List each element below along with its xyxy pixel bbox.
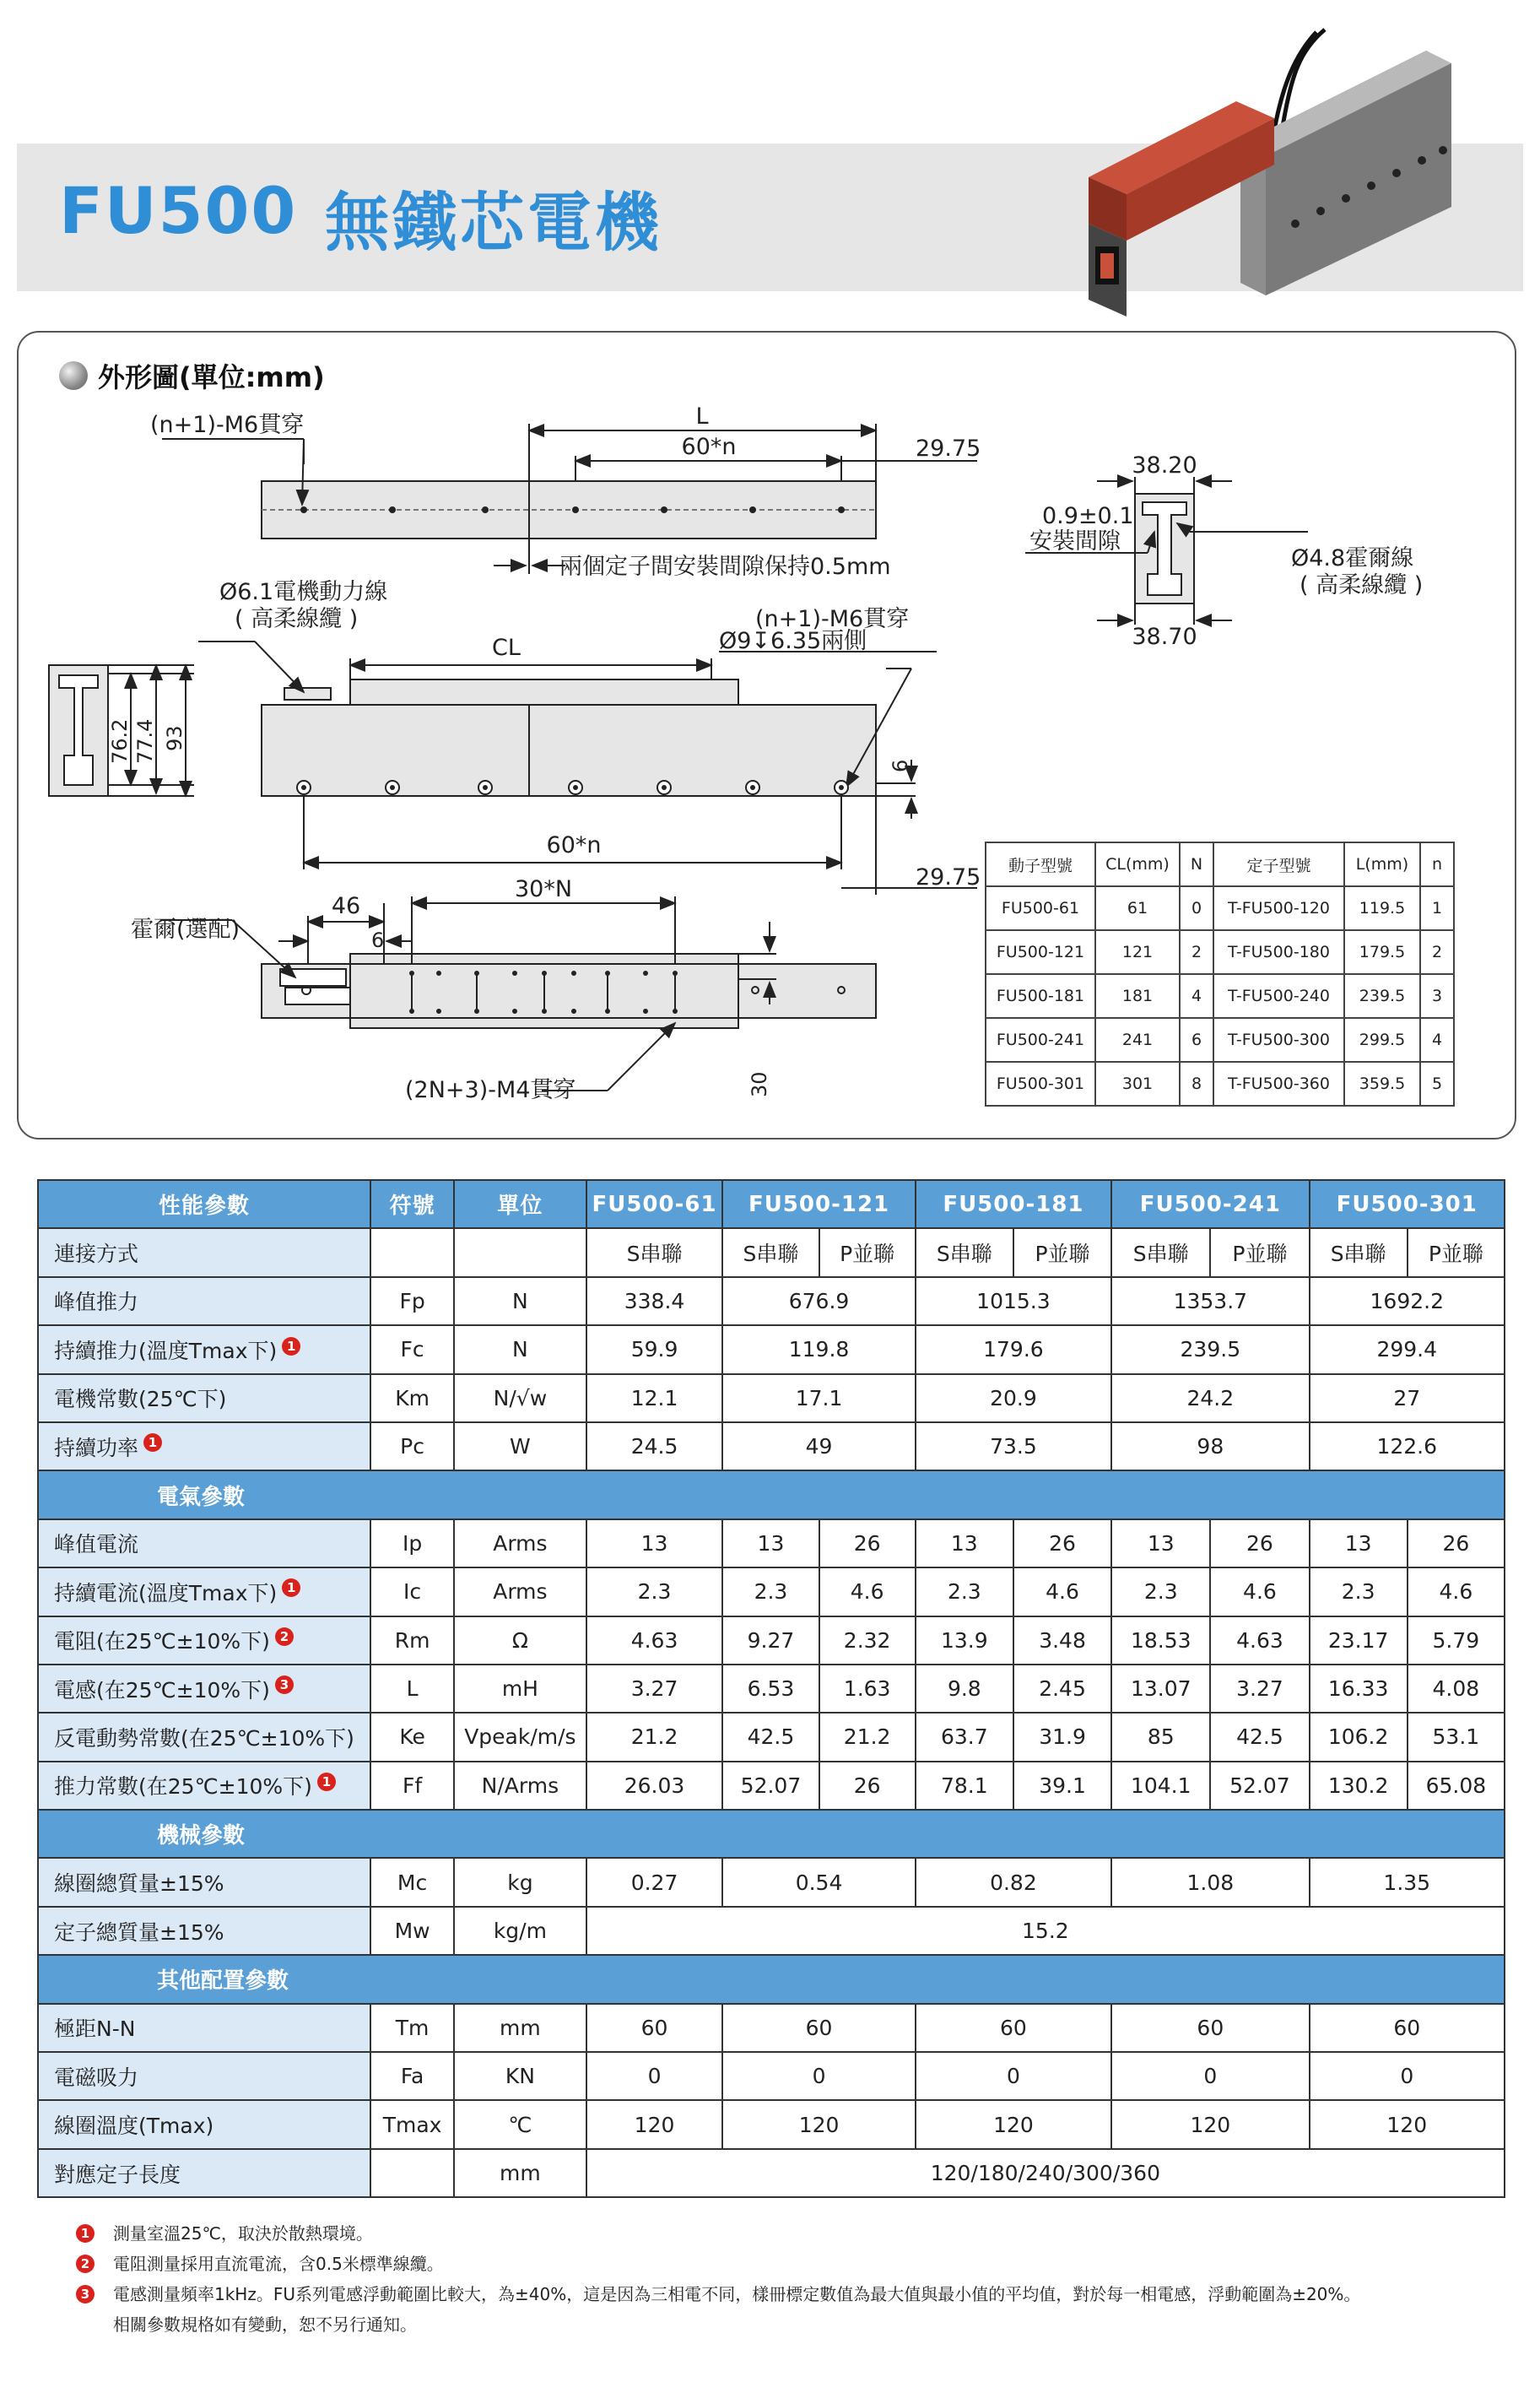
- row-label: 持續功率 1: [38, 1422, 370, 1470]
- label-6-side: 6: [889, 759, 912, 772]
- table-cell: S串聯: [586, 1228, 723, 1276]
- table-cell: 239.5: [1111, 1325, 1309, 1373]
- table-cell: 53.1: [1408, 1713, 1505, 1761]
- table-cell: 4.6: [819, 1567, 916, 1616]
- label-38-20: 38.20: [1132, 452, 1197, 479]
- label-60n-top: 60*n: [681, 434, 737, 460]
- model-table-row: [986, 1062, 1454, 1106]
- table-cell: [454, 1228, 586, 1276]
- table-cell: [370, 2149, 454, 2197]
- model-table-header: [986, 842, 1454, 886]
- model-table-cell: 179.5: [1344, 930, 1420, 974]
- model-table-cell: 3: [1420, 974, 1454, 1018]
- table-cell: 26: [819, 1519, 916, 1567]
- table-cell: P並聯: [819, 1228, 916, 1276]
- table-cell: Ic: [370, 1567, 454, 1616]
- table-row: [38, 1907, 1505, 1955]
- spec-header-cell: 性能參數: [38, 1180, 370, 1228]
- table-cell: Ff: [370, 1762, 454, 1810]
- model-table-cell: 239.5: [1344, 974, 1420, 1018]
- model-table-cell: 4: [1420, 1018, 1454, 1062]
- table-cell: 3.27: [1210, 1665, 1309, 1713]
- table-cell: ℃: [454, 2100, 586, 2148]
- row-label: 電磁吸力: [38, 2052, 370, 2100]
- table-cell: 1.08: [1111, 1858, 1309, 1906]
- table-cell: 42.5: [722, 1713, 819, 1761]
- table-row: [38, 1228, 1505, 1276]
- table-row: [38, 1374, 1505, 1422]
- table-cell: 0.54: [722, 1858, 915, 1906]
- model-table-cell: 119.5: [1344, 886, 1420, 930]
- table-cell: N: [454, 1277, 586, 1325]
- label-cable: Ø6.1電機動力線: [219, 579, 388, 605]
- table-cell: Fa: [370, 2052, 454, 2100]
- table-cell: mH: [454, 1665, 586, 1713]
- section-row-mechanical: [38, 1810, 1505, 1858]
- table-cell: 4.6: [1013, 1567, 1111, 1616]
- table-cell: 4.6: [1408, 1567, 1505, 1616]
- table-cell: 39.1: [1013, 1762, 1111, 1810]
- footnotes: [76, 2218, 1360, 2340]
- product-name-title: 無鐵芯電機: [325, 185, 662, 260]
- table-row: [38, 1713, 1505, 1761]
- note-number-icon: 3: [76, 2285, 95, 2304]
- table-cell: 52.07: [1210, 1762, 1309, 1810]
- table-cell: 13: [586, 1519, 723, 1567]
- table-cell: 60: [586, 2004, 723, 2052]
- row-label: 對應定子長度: [38, 2149, 370, 2197]
- table-cell: N/Arms: [454, 1762, 586, 1810]
- table-cell: Mw: [370, 1907, 454, 1955]
- table-cell: 60: [1310, 2004, 1505, 2052]
- table-cell: 299.4: [1310, 1325, 1505, 1373]
- table-cell: 120: [916, 2100, 1111, 2148]
- table-cell: 20.9: [916, 1374, 1111, 1422]
- table-cell: 78.1: [916, 1762, 1013, 1810]
- table-cell: 120/180/240/300/360: [586, 2149, 1505, 2197]
- table-cell: Fp: [370, 1277, 454, 1325]
- label-6-small: 6: [371, 928, 385, 952]
- spec-header-cell: FU500-121: [722, 1180, 915, 1228]
- table-row: [38, 1665, 1505, 1713]
- label-gap-note: 兩個定子間安裝間隙保持0.5mm: [559, 554, 891, 580]
- table-cell: 13: [722, 1519, 819, 1567]
- table-cell: 4.63: [586, 1616, 723, 1665]
- label-93: 93: [163, 725, 186, 751]
- table-cell: mm: [454, 2149, 586, 2197]
- table-row: [38, 2004, 1505, 2052]
- row-label: 線圈總質量±15%: [38, 1858, 370, 1906]
- table-row: [38, 2100, 1505, 2148]
- note-number-icon: 2: [76, 2255, 95, 2273]
- table-cell: KN: [454, 2052, 586, 2100]
- table-cell: 59.9: [586, 1325, 723, 1373]
- table-cell: 13: [916, 1519, 1013, 1567]
- table-cell: 49: [722, 1422, 915, 1470]
- table-cell: 0.27: [586, 1858, 723, 1906]
- spec-table: [37, 1179, 1505, 2198]
- table-cell: Mc: [370, 1858, 454, 1906]
- table-cell: 120: [586, 2100, 723, 2148]
- label-counterbore: Ø9↧6.35兩側: [719, 628, 867, 654]
- model-table-cell: 4: [1180, 974, 1213, 1018]
- table-cell: 676.9: [722, 1277, 915, 1325]
- table-cell: 2.3: [916, 1567, 1013, 1616]
- table-cell: 15.2: [586, 1907, 1505, 1955]
- bullet-ball-icon: [59, 361, 88, 390]
- table-cell: Vpeak/m/s: [454, 1713, 586, 1761]
- table-cell: 16.33: [1310, 1665, 1408, 1713]
- model-table-header-cell: 定子型號: [1213, 842, 1344, 886]
- table-cell: 120: [722, 2100, 915, 2148]
- row-label: 電阻(在25℃±10%下) 2: [38, 1616, 370, 1665]
- label-m4: (2N+3)-M4貫穿: [405, 1077, 576, 1103]
- label-77-4: 77.4: [133, 718, 157, 764]
- note-mark-icon: 1: [282, 1578, 300, 1597]
- model-table-cell: 5: [1420, 1062, 1454, 1106]
- model-table-header-cell: L(mm): [1344, 842, 1420, 886]
- label-29-75-bottom: 29.75: [916, 864, 981, 891]
- table-cell: 13.07: [1111, 1665, 1210, 1713]
- table-cell: 0: [722, 2052, 915, 2100]
- table-cell: 104.1: [1111, 1762, 1210, 1810]
- table-cell: 0: [916, 2052, 1111, 2100]
- table-cell: 4.08: [1408, 1665, 1505, 1713]
- note-mark-icon: 1: [317, 1773, 336, 1791]
- table-cell: Km: [370, 1374, 454, 1422]
- label-L: L: [695, 403, 709, 430]
- table-cell: 26: [1408, 1519, 1505, 1567]
- table-cell: 31.9: [1013, 1713, 1111, 1761]
- model-table-cell: 299.5: [1344, 1018, 1420, 1062]
- table-cell: Fc: [370, 1325, 454, 1373]
- note-number-icon: 1: [76, 2224, 95, 2243]
- table-cell: S串聯: [1310, 1228, 1408, 1276]
- table-cell: Ke: [370, 1713, 454, 1761]
- table-cell: 6.53: [722, 1665, 819, 1713]
- table-cell: 23.17: [1310, 1616, 1408, 1665]
- table-cell: 0: [1111, 2052, 1309, 2100]
- table-cell: Tm: [370, 2004, 454, 2052]
- table-row: [38, 1762, 1505, 1810]
- model-table-cell: FU500-241: [986, 1018, 1095, 1062]
- table-cell: 60: [1111, 2004, 1309, 2052]
- model-table-row: [986, 930, 1454, 974]
- product-photo: [1072, 25, 1456, 317]
- table-cell: 1.63: [819, 1665, 916, 1713]
- model-table-cell: 181: [1095, 974, 1180, 1018]
- table-cell: P並聯: [1013, 1228, 1111, 1276]
- model-table-cell: 301: [1095, 1062, 1180, 1106]
- spec-header-row: [38, 1180, 1505, 1228]
- table-cell: 21.2: [819, 1713, 916, 1761]
- model-table-cell: 61: [1095, 886, 1180, 930]
- model-table-header-cell: 動子型號: [986, 842, 1095, 886]
- table-cell: 1015.3: [916, 1277, 1111, 1325]
- table-cell: 2.3: [1111, 1567, 1210, 1616]
- model-table-cell: FU500-121: [986, 930, 1095, 974]
- table-cell: 130.2: [1310, 1762, 1408, 1810]
- table-cell: 0: [586, 2052, 723, 2100]
- row-label: 極距N-N: [38, 2004, 370, 2052]
- table-cell: 2.32: [819, 1616, 916, 1665]
- table-row: [38, 1422, 1505, 1470]
- table-cell: 65.08: [1408, 1762, 1505, 1810]
- table-cell: 26.03: [586, 1762, 723, 1810]
- table-cell: 98: [1111, 1422, 1309, 1470]
- model-table-cell: 121: [1095, 930, 1180, 974]
- table-cell: 119.8: [722, 1325, 915, 1373]
- note-mark-icon: 2: [275, 1627, 294, 1646]
- spec-header-cell: 符號: [370, 1180, 454, 1228]
- note-mark-icon: 1: [143, 1433, 162, 1452]
- model-table-cell: 359.5: [1344, 1062, 1420, 1106]
- table-cell: 60: [722, 2004, 915, 2052]
- drawing-section-title: [59, 356, 325, 395]
- table-cell: 13: [1111, 1519, 1210, 1567]
- product-model-title: FU500: [59, 173, 298, 248]
- table-cell: 63.7: [916, 1713, 1013, 1761]
- table-cell: P並聯: [1210, 1228, 1309, 1276]
- spec-header-cell: FU500-241: [1111, 1180, 1309, 1228]
- table-row: [38, 2052, 1505, 2100]
- table-row: [38, 2149, 1505, 2197]
- model-table-cell: 6: [1180, 1018, 1213, 1062]
- table-cell: Arms: [454, 1519, 586, 1567]
- table-cell: 60: [916, 2004, 1111, 2052]
- row-label: 電感(在25℃±10%下) 3: [38, 1665, 370, 1713]
- row-label: 峰值推力: [38, 1277, 370, 1325]
- table-cell: 13.9: [916, 1616, 1013, 1665]
- label-n1-m6-mid: (n+1)-M6貫穿: [755, 606, 910, 632]
- model-table-cell: T-FU500-360: [1213, 1062, 1344, 1106]
- row-label: 線圈溫度(Tmax): [38, 2100, 370, 2148]
- table-cell: Pc: [370, 1422, 454, 1470]
- label-CL: CL: [492, 635, 521, 661]
- table-cell: 0.82: [916, 1858, 1111, 1906]
- table-cell: 3.48: [1013, 1616, 1111, 1665]
- model-table-header-cell: N: [1180, 842, 1213, 886]
- table-cell: 120: [1310, 2100, 1505, 2148]
- table-cell: 9.8: [916, 1665, 1013, 1713]
- footnote-item: [76, 2279, 1360, 2309]
- model-table-header-cell: CL(mm): [1095, 842, 1180, 886]
- table-cell: N: [454, 1325, 586, 1373]
- section-title: 電氣參數: [38, 1470, 1505, 1519]
- label-gap-lbl: 安裝間隙: [1029, 528, 1121, 555]
- model-table-cell: 241: [1095, 1018, 1180, 1062]
- label-cable-sub: ( 高柔線纜 ): [235, 606, 359, 632]
- table-cell: 18.53: [1111, 1616, 1210, 1665]
- table-cell: 2.3: [1310, 1567, 1408, 1616]
- section-row-electrical: [38, 1470, 1505, 1519]
- table-cell: 73.5: [916, 1422, 1111, 1470]
- label-29-75-top: 29.75: [916, 436, 981, 462]
- table-cell: 13: [1310, 1519, 1408, 1567]
- table-cell: Rm: [370, 1616, 454, 1665]
- footnote-disclaimer: 相關參數規格如有變動，恕不另行通知。: [113, 2314, 417, 2335]
- spec-header-cell: 單位: [454, 1180, 586, 1228]
- model-table-cell: 8: [1180, 1062, 1213, 1106]
- label-hall-cable-sub: ( 高柔線纜 ): [1300, 572, 1424, 598]
- table-cell: 26: [1013, 1519, 1111, 1567]
- spec-header-cell: FU500-301: [1310, 1180, 1505, 1228]
- label-76-2: 76.2: [108, 718, 132, 764]
- table-cell: 122.6: [1310, 1422, 1505, 1470]
- model-table-cell: FU500-61: [986, 886, 1095, 930]
- footnote-item: [76, 2218, 1360, 2249]
- table-cell: 42.5: [1210, 1713, 1309, 1761]
- table-cell: 1353.7: [1111, 1277, 1309, 1325]
- model-table: [985, 842, 1455, 1107]
- table-cell: Ω: [454, 1616, 586, 1665]
- model-table-row: [986, 974, 1454, 1018]
- label-n1-m6-top: (n+1)-M6貫穿: [150, 412, 305, 438]
- table-cell: S串聯: [722, 1228, 819, 1276]
- table-cell: 12.1: [586, 1374, 723, 1422]
- footnote-text: 電感測量頻率1kHz。FU系列電感浮動範圍比較大，為±40%，這是因為三相電不同，樣冊標定數值為最大值與最小值的平均值，對於每一相電感，浮動範圍為±20%。: [113, 2284, 1361, 2304]
- table-cell: P並聯: [1408, 1228, 1505, 1276]
- section-title: 機械參數: [38, 1810, 1505, 1858]
- table-cell: [370, 1228, 454, 1276]
- table-cell: 24.5: [586, 1422, 723, 1470]
- table-cell: mm: [454, 2004, 586, 2052]
- model-table-cell: T-FU500-240: [1213, 974, 1344, 1018]
- section-row-other: [38, 1955, 1505, 2003]
- table-row: [38, 1519, 1505, 1567]
- footnote-item: [76, 2249, 1360, 2279]
- table-cell: 4.63: [1210, 1616, 1309, 1665]
- table-cell: 2.3: [586, 1567, 723, 1616]
- table-cell: 1692.2: [1310, 1277, 1505, 1325]
- footnote-text: 電阻測量採用直流電流，含0.5米標準線纜。: [113, 2254, 444, 2274]
- model-table-cell: 2: [1180, 930, 1213, 974]
- table-cell: S串聯: [1111, 1228, 1210, 1276]
- table-cell: 85: [1111, 1713, 1210, 1761]
- table-cell: N/√w: [454, 1374, 586, 1422]
- model-table-cell: 0: [1180, 886, 1213, 930]
- table-cell: kg: [454, 1858, 586, 1906]
- table-row: [38, 1858, 1505, 1906]
- table-cell: Arms: [454, 1567, 586, 1616]
- table-cell: 52.07: [722, 1762, 819, 1810]
- model-table-cell: FU500-181: [986, 974, 1095, 1018]
- model-table-row: [986, 1018, 1454, 1062]
- footnote-text: 測量室溫25℃，取決於散熱環境。: [113, 2223, 373, 2244]
- row-label: 電機常數(25℃下): [38, 1374, 370, 1422]
- section-title: 其他配置參數: [38, 1955, 1505, 2003]
- row-label: 推力常數(在25℃±10%下) 1: [38, 1762, 370, 1810]
- table-cell: S串聯: [916, 1228, 1013, 1276]
- model-table-cell: FU500-301: [986, 1062, 1095, 1106]
- note-mark-icon: 1: [282, 1337, 300, 1356]
- table-cell: 17.1: [722, 1374, 915, 1422]
- table-row: [38, 1567, 1505, 1616]
- table-cell: 3.27: [586, 1665, 723, 1713]
- table-cell: 5.79: [1408, 1616, 1505, 1665]
- table-cell: 106.2: [1310, 1713, 1408, 1761]
- table-cell: kg/m: [454, 1907, 586, 1955]
- table-row: [38, 1616, 1505, 1665]
- table-cell: 120: [1111, 2100, 1309, 2148]
- table-cell: 26: [819, 1762, 916, 1810]
- table-cell: 26: [1210, 1519, 1309, 1567]
- table-cell: Ip: [370, 1519, 454, 1567]
- model-table-cell: T-FU500-180: [1213, 930, 1344, 974]
- table-cell: 21.2: [586, 1713, 723, 1761]
- label-30N: 30*N: [514, 876, 573, 902]
- label-60n-bottom: 60*n: [546, 832, 602, 858]
- model-table-cell: T-FU500-120: [1213, 886, 1344, 930]
- table-row: [38, 1277, 1505, 1325]
- table-cell: Tmax: [370, 2100, 454, 2148]
- row-label: 反電動勢常數(在25℃±10%下): [38, 1713, 370, 1761]
- table-cell: 179.6: [916, 1325, 1111, 1373]
- spec-header-cell: FU500-61: [586, 1180, 723, 1228]
- table-cell: 338.4: [586, 1277, 723, 1325]
- table-cell: 24.2: [1111, 1374, 1309, 1422]
- table-row: [38, 1325, 1505, 1373]
- model-table-cell: T-FU500-300: [1213, 1018, 1344, 1062]
- label-46: 46: [331, 893, 361, 919]
- label-gap-val: 0.9±0.1: [1042, 503, 1134, 529]
- model-table-row: [986, 886, 1454, 930]
- table-cell: 27: [1310, 1374, 1505, 1422]
- model-table-cell: 1: [1420, 886, 1454, 930]
- label-30: 30: [748, 1071, 771, 1097]
- model-table-header-cell: n: [1420, 842, 1454, 886]
- spec-header-cell: FU500-181: [916, 1180, 1111, 1228]
- table-cell: 0: [1310, 2052, 1505, 2100]
- row-label: 持續電流(溫度Tmax下) 1: [38, 1567, 370, 1616]
- table-cell: 2.45: [1013, 1665, 1111, 1713]
- table-cell: W: [454, 1422, 586, 1470]
- table-cell: 9.27: [722, 1616, 819, 1665]
- label-38-70: 38.70: [1132, 624, 1197, 650]
- note-mark-icon: 3: [275, 1676, 294, 1694]
- table-cell: 4.6: [1210, 1567, 1309, 1616]
- table-cell: 1.35: [1310, 1858, 1505, 1906]
- drawing-section-title-text: 外形圖(單位:mm): [98, 361, 325, 393]
- row-label: 連接方式: [38, 1228, 370, 1276]
- row-label: 峰值電流: [38, 1519, 370, 1567]
- table-cell: L: [370, 1665, 454, 1713]
- table-cell: 2.3: [722, 1567, 819, 1616]
- model-table-cell: 2: [1420, 930, 1454, 974]
- row-label: 持續推力(溫度Tmax下) 1: [38, 1325, 370, 1373]
- label-hall-cable: Ø4.8霍爾線: [1291, 545, 1414, 571]
- label-hall-optional: 霍爾(選配): [131, 917, 240, 943]
- row-label: 定子總質量±15%: [38, 1907, 370, 1955]
